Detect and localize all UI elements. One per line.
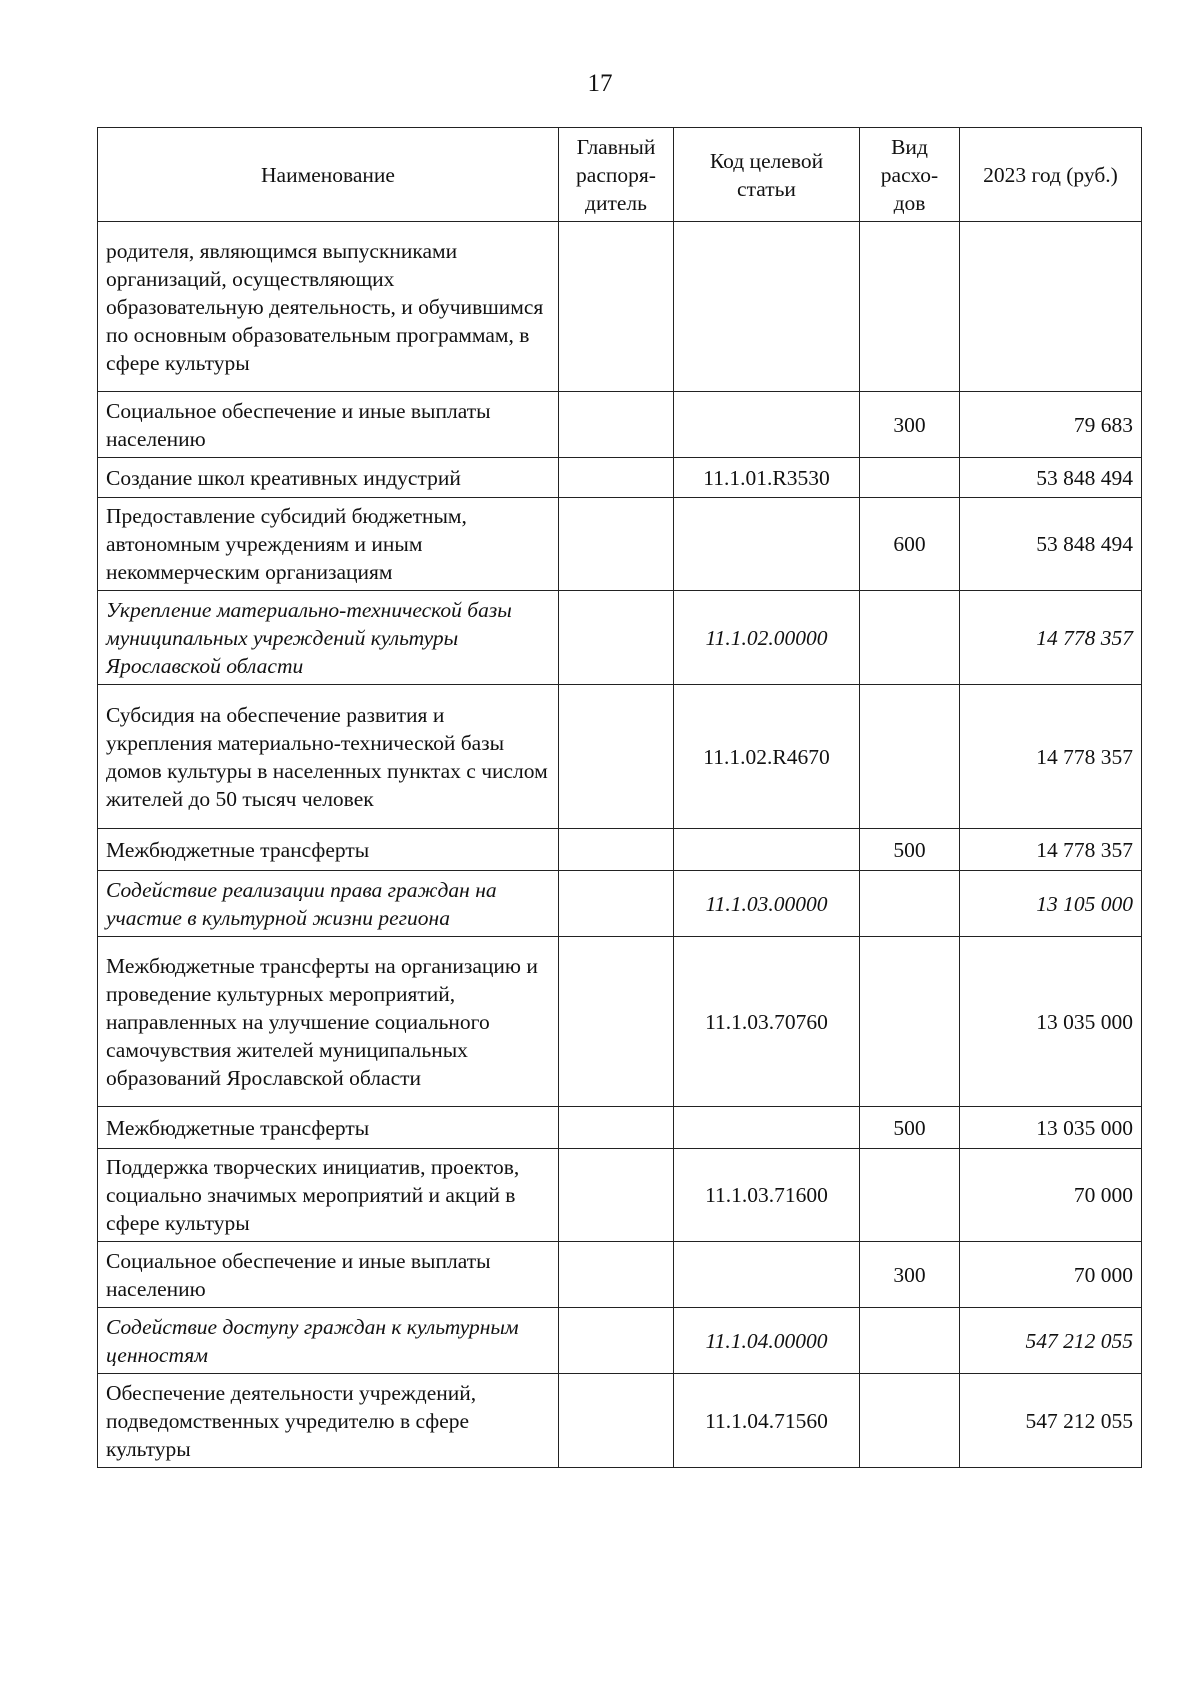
code-cell: 11.1.04.71560 <box>674 1374 860 1468</box>
amount-cell: 14 778 357 <box>960 591 1142 685</box>
code-cell <box>674 1242 860 1308</box>
type-cell <box>860 222 960 392</box>
name-cell: Поддержка творческих инициатив, проектов, социально значимых мероприятий и акций в сфере культуры <box>98 1149 559 1242</box>
type-cell <box>860 685 960 829</box>
amount-cell: 14 778 357 <box>960 829 1142 871</box>
name-cell: Социальное обеспечение и иные выплаты населению <box>98 392 559 458</box>
table-header-row <box>98 128 1142 222</box>
code-cell: 11.1.03.70760 <box>674 937 860 1107</box>
table-row <box>98 392 1142 458</box>
admin-cell <box>559 498 674 591</box>
code-cell <box>674 829 860 871</box>
amount-cell: 13 105 000 <box>960 871 1142 937</box>
table-row <box>98 1242 1142 1308</box>
admin-cell <box>559 392 674 458</box>
code-cell <box>674 498 860 591</box>
type-cell <box>860 591 960 685</box>
type-cell <box>860 1374 960 1468</box>
table-body <box>98 222 1142 1468</box>
name-cell: родителя, являющимся выпускниками организаций, осуществляющих образовательную деятельность, и обучившимся по основным образовательным программам, в сфере культуры <box>98 222 559 392</box>
code-cell: 11.1.03.71600 <box>674 1149 860 1242</box>
type-cell: 500 <box>860 1107 960 1149</box>
type-cell: 300 <box>860 1242 960 1308</box>
name-cell: Межбюджетные трансферты на организацию и проведение культурных мероприятий, направленных на улучшение социального самочувствия жителей муниципальных образований Ярославской области <box>98 937 559 1107</box>
code-cell <box>674 1107 860 1149</box>
amount-cell <box>960 222 1142 392</box>
table-row <box>98 498 1142 591</box>
amount-cell: 79 683 <box>960 392 1142 458</box>
name-cell: Предоставление субсидий бюджетным, автономным учреждениям и иным некоммерческим организациям <box>98 498 559 591</box>
amount-cell: 13 035 000 <box>960 937 1142 1107</box>
type-cell: 500 <box>860 829 960 871</box>
type-cell: 600 <box>860 498 960 591</box>
table-row <box>98 458 1142 498</box>
name-cell: Создание школ креативных индустрий <box>98 458 559 498</box>
type-cell <box>860 1149 960 1242</box>
table-row <box>98 685 1142 829</box>
admin-cell <box>559 1149 674 1242</box>
table-row <box>98 222 1142 392</box>
name-cell: Межбюджетные трансферты <box>98 829 559 871</box>
admin-cell <box>559 222 674 392</box>
code-cell: 11.1.02.R4670 <box>674 685 860 829</box>
table-row <box>98 1308 1142 1374</box>
amount-cell: 53 848 494 <box>960 498 1142 591</box>
amount-cell: 13 035 000 <box>960 1107 1142 1149</box>
admin-cell <box>559 458 674 498</box>
name-cell: Укрепление материально-технической базы муниципальных учреждений культуры Ярославской области <box>98 591 559 685</box>
code-cell: 11.1.04.00000 <box>674 1308 860 1374</box>
admin-cell <box>559 685 674 829</box>
name-cell: Межбюджетные трансферты <box>98 1107 559 1149</box>
type-cell <box>860 458 960 498</box>
admin-cell <box>559 591 674 685</box>
table-row <box>98 1374 1142 1468</box>
header-type: Вид расхо-дов <box>860 128 960 222</box>
type-cell <box>860 1308 960 1374</box>
table-row <box>98 829 1142 871</box>
amount-cell: 547 212 055 <box>960 1374 1142 1468</box>
name-cell: Содействие доступу граждан к культурным ценностям <box>98 1308 559 1374</box>
header-amount: 2023 год (руб.) <box>960 128 1142 222</box>
type-cell <box>860 937 960 1107</box>
admin-cell <box>559 1107 674 1149</box>
amount-cell: 70 000 <box>960 1149 1142 1242</box>
name-cell: Социальное обеспечение и иные выплаты населению <box>98 1242 559 1308</box>
admin-cell <box>559 937 674 1107</box>
amount-cell: 547 212 055 <box>960 1308 1142 1374</box>
amount-cell: 53 848 494 <box>960 458 1142 498</box>
code-cell: 11.1.01.R3530 <box>674 458 860 498</box>
admin-cell <box>559 1242 674 1308</box>
name-cell: Обеспечение деятельности учреждений, подведомственных учредителю в сфере культуры <box>98 1374 559 1468</box>
page-number: 17 <box>587 70 613 97</box>
header-code: Код целевой статьи <box>674 128 860 222</box>
code-cell <box>674 392 860 458</box>
type-cell <box>860 871 960 937</box>
code-cell <box>674 222 860 392</box>
name-cell: Содействие реализации права граждан на участие в культурной жизни региона <box>98 871 559 937</box>
type-cell: 300 <box>860 392 960 458</box>
table-row <box>98 1107 1142 1149</box>
header-admin: Главный распоря-дитель <box>559 128 674 222</box>
header-name: Наименование <box>98 128 559 222</box>
amount-cell: 70 000 <box>960 1242 1142 1308</box>
code-cell: 11.1.03.00000 <box>674 871 860 937</box>
admin-cell <box>559 871 674 937</box>
admin-cell <box>559 1308 674 1374</box>
table-row <box>98 937 1142 1107</box>
table-row <box>98 1149 1142 1242</box>
code-cell: 11.1.02.00000 <box>674 591 860 685</box>
table-row <box>98 591 1142 685</box>
admin-cell <box>559 829 674 871</box>
name-cell: Субсидия на обеспечение развития и укрепления материально-технической базы домов культуры в населенных пунктах с числом жителей до 50 тысяч человек <box>98 685 559 829</box>
admin-cell <box>559 1374 674 1468</box>
table-row <box>98 871 1142 937</box>
budget-table <box>97 127 1142 1468</box>
amount-cell: 14 778 357 <box>960 685 1142 829</box>
